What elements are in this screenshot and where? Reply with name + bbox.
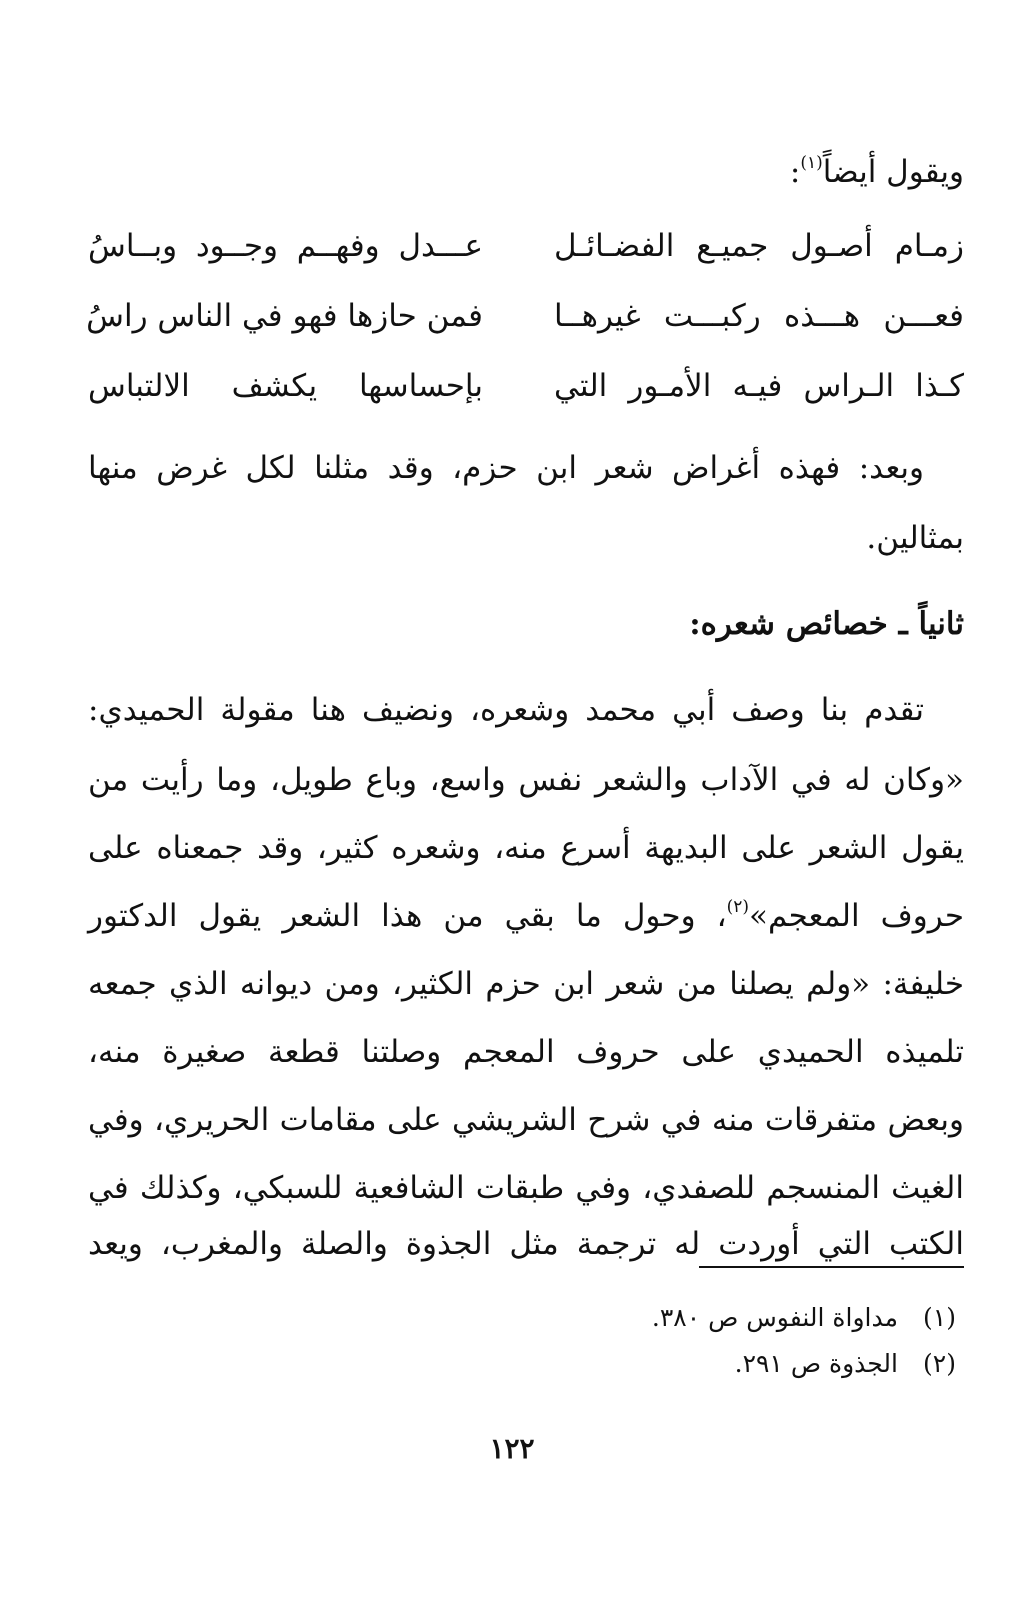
paragraph-2-line-4-end: ، وحول ما بقي من هذا الشعر يقول الدكتور (88, 898, 727, 934)
section-heading: ثانياً ـ خصائص شعره: (689, 606, 964, 642)
paragraph-2-line-9: الكتب التي أوردت له ترجمة مثل الجذوة والصلة والمغرب، ويعد (88, 1226, 964, 1262)
paragraph-1-line-2: بمثالين. (866, 520, 964, 556)
paragraph-2-line-2: «وكان له في الآداب والشعر نفس واسع، وباع طويل، وما رأيت من (88, 762, 964, 798)
paragraph-2-line-4 (88, 894, 964, 938)
footnote-ref-2: (٢) (726, 897, 750, 917)
paragraph-2-line-6: تلميذه الحميدي على حروف المعجم وصلتنا قطعة صغيرة منه، (88, 1034, 964, 1070)
paragraph-2-line-8: الغيث المنسجم للصفدي، وفي طبقات الشافعية للسبكي، وكذلك في (88, 1170, 964, 1206)
intro-text: ويقول أيضاً (822, 154, 964, 190)
verse-2-second-hemistich: فمن حازها فهو في الناس راسُ (86, 298, 483, 334)
page-number: ١٢٢ (489, 1432, 535, 1465)
paragraph-2-line-3: يقول الشعر على البديهة أسرع منه، وشعره كثير، وقد جمعناه على (88, 830, 964, 866)
paragraph-2-line-5: خليفة: «ولم يصلنا من شعر ابن حزم الكثير، ومن ديوانه الذي جمعه (88, 966, 964, 1002)
paragraph-2-line-4-start: حروف المعجم» (749, 898, 964, 934)
verse-3-second-hemistich: بإحساسها يكشف الالتباس (88, 368, 483, 404)
footnote-1-text: مداواة النفوس ص ٣٨٠. (651, 1303, 898, 1332)
intro-colon: : (789, 154, 801, 190)
paragraph-1-line-1: وبعد: فهذه أغراض شعر ابن حزم، وقد مثلنا لكل غرض منها (88, 450, 924, 486)
footnote-divider (699, 1266, 964, 1268)
paragraph-2-line-1: تقدم بنا وصف أبي محمد وشعره، ونضيف هنا مقولة الحميدي: (88, 692, 924, 728)
verse-1-second-hemistich: عـــدل وفهــم وجــود وبــاسُ (88, 228, 483, 264)
verse-line-1 (88, 222, 964, 270)
paragraph-2-line-7: وبعض متفرقات منه في شرح الشريشي على مقامات الحريري، وفي (88, 1102, 964, 1138)
verse-3-first-hemistich: كـذا الـراس فيـه الأمـور التي (554, 368, 964, 404)
footnote-2-number: (٢) (923, 1349, 956, 1378)
verse-2-first-hemistich: فعـــن هـــذه ركبـــت غيرهــا (554, 298, 964, 334)
verse-line-3 (88, 362, 964, 410)
footnote-ref-1: (١) (800, 153, 823, 173)
verse-line-2 (88, 292, 964, 340)
footnote-1 (652, 1300, 956, 1336)
footnote-2 (735, 1346, 956, 1382)
verse-1-first-hemistich: زمـام أصـول جميـع الفضـائـل (554, 228, 964, 264)
intro-line (88, 150, 964, 194)
footnote-1-number: (١) (923, 1303, 956, 1332)
footnote-2-text: الجذوة ص ٢٩١. (734, 1349, 898, 1378)
